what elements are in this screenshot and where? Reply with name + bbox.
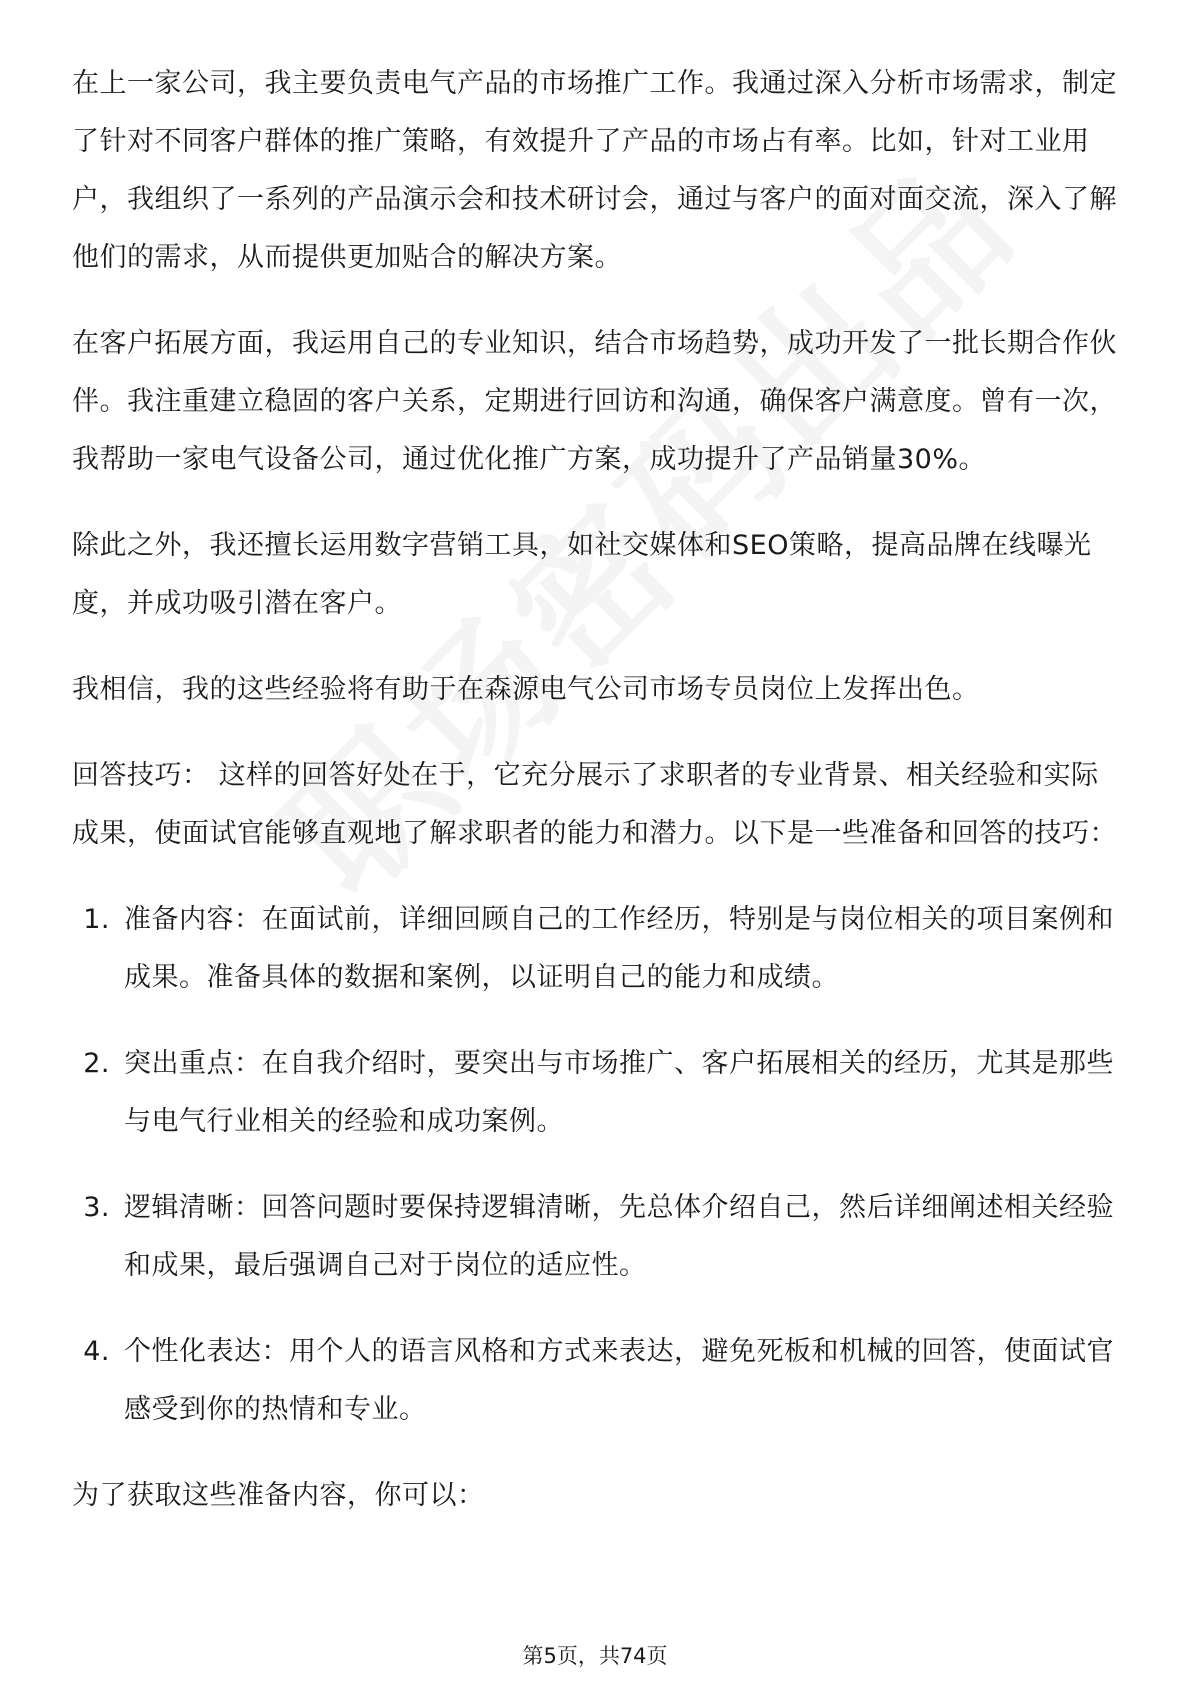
page-number-footer: 第5页，共74页	[522, 1644, 668, 1668]
paragraph-answer-tips: 回答技巧： 这样的回答好处在于，它充分展示了求职者的专业背景、相关经验和实际成果，使面试官能够直观地了解求职者的能力和潜力。以下是一些准备和回答的技巧：	[72, 760, 1117, 849]
list-item-number: 4.	[83, 1336, 110, 1367]
list-item-number: 1.	[83, 904, 110, 935]
list-item-number: 2.	[83, 1048, 110, 1079]
list-item	[72, 1323, 1122, 1439]
list-item-number: 3.	[83, 1192, 110, 1223]
tips-list	[72, 891, 1122, 1439]
list-item-text: 个性化表达：用个人的语言风格和方式来表达，避免死板和机械的回答，使面试官感受到你的热情和专业。	[124, 1336, 1114, 1425]
list-item-text: 突出重点：在自我介绍时，要突出与市场推广、客户拓展相关的经历，尤其是那些与电气行业相关的经验和成功案例。	[124, 1048, 1114, 1137]
paragraph-conclusion: 我相信，我的这些经验将有助于在森源电气公司市场专员岗位上发挥出色。	[72, 674, 980, 705]
paragraph-client-expansion: 在客户拓展方面，我运用自己的专业知识，结合市场趋势，成功开发了一批长期合作伙伴。我注重建立稳固的客户关系，定期进行回访和沟通，确保客户满意度。曾有一次，我帮助一家电气设备公司，通过优化推广方案，成功提升了产品销量30%。	[72, 328, 1117, 475]
list-item-text: 准备内容：在面试前，详细回顾自己的工作经历，特别是与岗位相关的项目案例和成果。准备具体的数据和案例，以证明自己的能力和成绩。	[124, 904, 1114, 993]
list-item	[72, 891, 1122, 1007]
paragraph-closing: 为了获取这些准备内容，你可以：	[72, 1480, 485, 1511]
document-body	[72, 55, 1122, 1553]
list-item	[72, 1179, 1122, 1295]
paragraph-digital-marketing: 除此之外，我还擅长运用数字营销工具，如社交媒体和SEO策略，提高品牌在线曝光度，并成功吸引潜在客户。	[72, 530, 1092, 619]
paragraph-experience: 在上一家公司，我主要负责电气产品的市场推广工作。我通过深入分析市场需求，制定了针对不同客户群体的推广策略，有效提升了产品的市场占有率。比如，针对工业用户，我组织了一系列的产品演示会和技术研讨会，通过与客户的面对面交流，深入了解他们的需求，从而提供更加贴合的解决方案。	[72, 68, 1117, 273]
list-item-text: 逻辑清晰：回答问题时要保持逻辑清晰，先总体介绍自己，然后详细阐述相关经验和成果，最后强调自己对于岗位的适应性。	[124, 1192, 1114, 1281]
list-item	[72, 1035, 1122, 1151]
